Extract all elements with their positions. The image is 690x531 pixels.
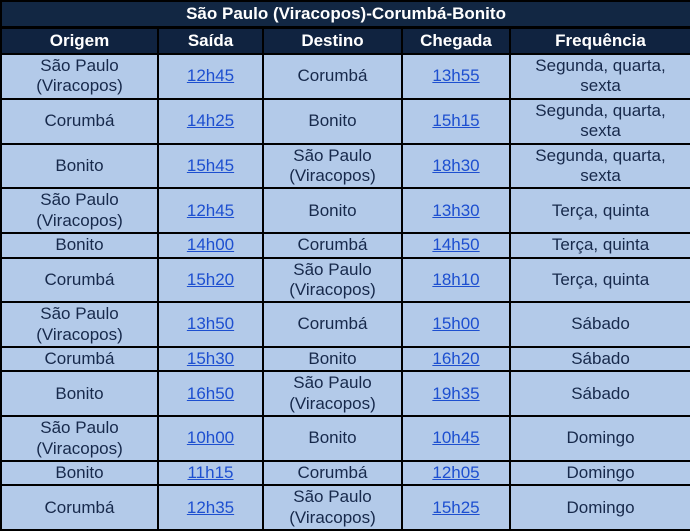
destino-cell: Bonito bbox=[263, 188, 402, 233]
destino-cell: São Paulo (Viracopos) bbox=[263, 144, 402, 189]
origem-cell: Bonito bbox=[1, 144, 158, 189]
table-row bbox=[1, 188, 690, 233]
saida-cell bbox=[158, 144, 263, 189]
frequencia-cell: Domingo bbox=[510, 485, 690, 530]
table-row bbox=[1, 347, 690, 371]
frequencia-cell: Sábado bbox=[510, 371, 690, 416]
saida-cell bbox=[158, 258, 263, 303]
departure-time-link[interactable]: 14h25 bbox=[186, 110, 235, 130]
destino-cell: Bonito bbox=[263, 347, 402, 371]
table-title-row bbox=[1, 1, 690, 28]
schedule-body bbox=[1, 54, 690, 530]
departure-time-link[interactable]: 15h45 bbox=[186, 155, 235, 175]
arrival-time-link[interactable]: 15h15 bbox=[432, 110, 480, 130]
departure-time-link[interactable]: 12h45 bbox=[186, 66, 235, 86]
origem-cell: Corumbá bbox=[1, 99, 158, 144]
saida-cell bbox=[158, 485, 263, 530]
frequencia-cell: Domingo bbox=[510, 461, 690, 485]
table-row bbox=[1, 485, 690, 530]
arrival-time-link[interactable]: 13h30 bbox=[432, 200, 480, 220]
origem-cell: Corumbá bbox=[1, 258, 158, 303]
destino-cell: Corumbá bbox=[263, 302, 402, 347]
destino-cell: Bonito bbox=[263, 99, 402, 144]
frequencia-cell: Terça, quinta bbox=[510, 258, 690, 303]
departure-time-link[interactable]: 14h00 bbox=[186, 235, 235, 255]
frequencia-cell: Domingo bbox=[510, 416, 690, 461]
arrival-time-link[interactable]: 13h55 bbox=[432, 66, 480, 86]
departure-time-link[interactable]: 11h15 bbox=[187, 463, 234, 483]
origem-cell: Bonito bbox=[1, 461, 158, 485]
frequencia-cell: Segunda, quarta, sexta bbox=[510, 144, 690, 189]
frequencia-cell: Sábado bbox=[510, 302, 690, 347]
origem-cell: Corumbá bbox=[1, 485, 158, 530]
column-header-destino: Destino bbox=[263, 28, 402, 55]
column-header-frequencia: Frequência bbox=[510, 28, 690, 55]
arrival-time-link[interactable]: 19h35 bbox=[432, 383, 480, 403]
origem-cell: Bonito bbox=[1, 371, 158, 416]
column-header-chegada: Chegada bbox=[402, 28, 510, 55]
frequencia-cell: Segunda, quarta, sexta bbox=[510, 54, 690, 99]
table-row bbox=[1, 233, 690, 257]
table-row bbox=[1, 144, 690, 189]
origem-cell: Bonito bbox=[1, 233, 158, 257]
arrival-time-link[interactable]: 14h50 bbox=[432, 235, 480, 255]
table-row bbox=[1, 371, 690, 416]
saida-cell bbox=[158, 461, 263, 485]
saida-cell bbox=[158, 347, 263, 371]
departure-time-link[interactable]: 12h45 bbox=[186, 200, 235, 220]
saida-cell bbox=[158, 416, 263, 461]
chegada-cell bbox=[402, 188, 510, 233]
origem-cell: Corumbá bbox=[1, 347, 158, 371]
chegada-cell bbox=[402, 347, 510, 371]
table-row bbox=[1, 416, 690, 461]
saida-cell bbox=[158, 302, 263, 347]
departure-time-link[interactable]: 16h50 bbox=[186, 383, 235, 403]
origem-cell: São Paulo (Viracopos) bbox=[1, 188, 158, 233]
table-row bbox=[1, 302, 690, 347]
frequencia-cell: Sábado bbox=[510, 347, 690, 371]
destino-cell: São Paulo (Viracopos) bbox=[263, 258, 402, 303]
chegada-cell bbox=[402, 258, 510, 303]
frequencia-cell: Segunda, quarta, sexta bbox=[510, 99, 690, 144]
table-row bbox=[1, 54, 690, 99]
arrival-time-link[interactable]: 18h30 bbox=[432, 155, 480, 175]
destino-cell: Corumbá bbox=[263, 461, 402, 485]
table-header-row bbox=[1, 28, 690, 55]
origem-cell: São Paulo (Viracopos) bbox=[1, 54, 158, 99]
chegada-cell bbox=[402, 302, 510, 347]
chegada-cell bbox=[402, 99, 510, 144]
arrival-time-link[interactable]: 10h45 bbox=[432, 428, 480, 448]
arrival-time-link[interactable]: 12h05 bbox=[432, 463, 480, 483]
departure-time-link[interactable]: 13h50 bbox=[186, 314, 235, 334]
saida-cell bbox=[158, 188, 263, 233]
chegada-cell bbox=[402, 54, 510, 99]
destino-cell: São Paulo (Viracopos) bbox=[263, 485, 402, 530]
destino-cell: São Paulo (Viracopos) bbox=[263, 371, 402, 416]
chegada-cell bbox=[402, 485, 510, 530]
table-row bbox=[1, 99, 690, 144]
arrival-time-link[interactable]: 15h25 bbox=[432, 497, 480, 517]
arrival-time-link[interactable]: 16h20 bbox=[432, 349, 480, 369]
chegada-cell bbox=[402, 461, 510, 485]
table-title: São Paulo (Viracopos)-Corumbá-Bonito bbox=[1, 1, 690, 28]
departure-time-link[interactable]: 10h00 bbox=[186, 428, 235, 448]
chegada-cell bbox=[402, 144, 510, 189]
saida-cell bbox=[158, 233, 263, 257]
saida-cell bbox=[158, 371, 263, 416]
column-header-origem: Origem bbox=[1, 28, 158, 55]
chegada-cell bbox=[402, 371, 510, 416]
table-row bbox=[1, 461, 690, 485]
destino-cell: Corumbá bbox=[263, 54, 402, 99]
chegada-cell bbox=[402, 416, 510, 461]
arrival-time-link[interactable]: 18h10 bbox=[432, 269, 480, 289]
frequencia-cell: Terça, quinta bbox=[510, 188, 690, 233]
column-header-saida: Saída bbox=[158, 28, 263, 55]
saida-cell bbox=[158, 99, 263, 144]
destino-cell: Bonito bbox=[263, 416, 402, 461]
departure-time-link[interactable]: 12h35 bbox=[186, 497, 235, 517]
departure-time-link[interactable]: 15h20 bbox=[186, 269, 235, 289]
destino-cell: Corumbá bbox=[263, 233, 402, 257]
table-row bbox=[1, 258, 690, 303]
saida-cell bbox=[158, 54, 263, 99]
departure-time-link[interactable]: 15h30 bbox=[186, 349, 235, 369]
origem-cell: São Paulo (Viracopos) bbox=[1, 416, 158, 461]
arrival-time-link[interactable]: 15h00 bbox=[432, 314, 480, 334]
frequencia-cell: Terça, quinta bbox=[510, 233, 690, 257]
chegada-cell bbox=[402, 233, 510, 257]
origem-cell: São Paulo (Viracopos) bbox=[1, 302, 158, 347]
